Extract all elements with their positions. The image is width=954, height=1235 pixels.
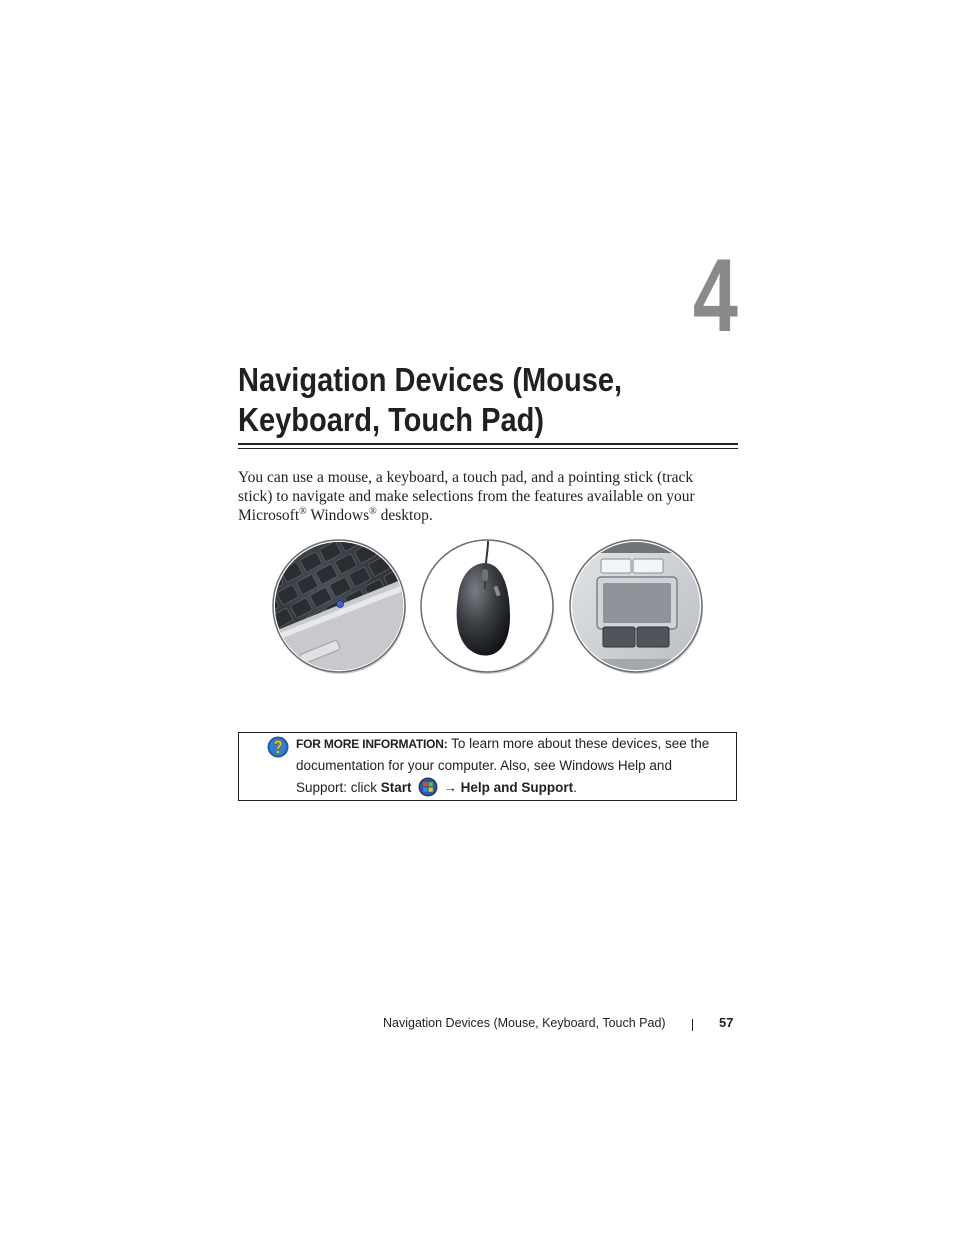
note-lead: FOR MORE INFORMATION: (296, 737, 448, 751)
footer-separator (692, 1019, 693, 1031)
note-text: FOR MORE INFORMATION: To learn more about these devices, see the documentation for your computer. Also, see Windows Help and Support: click Start → Help and Support. (296, 736, 710, 795)
windows-start-icon (418, 777, 438, 797)
page-number: 57 (719, 1015, 734, 1030)
touch-pad-photo (567, 537, 705, 675)
registered-mark: ® (369, 505, 377, 517)
title-rule-thick (238, 443, 738, 445)
title-rule-thin (238, 448, 738, 449)
chapter-number: 4 (692, 238, 738, 354)
running-footer-title: Navigation Devices (Mouse, Keyboard, Touch Pad) (383, 1016, 666, 1030)
chapter-title-line2: Keyboard, Touch Pad) (238, 401, 545, 438)
help-and-support-label: Help and Support (460, 780, 574, 795)
more-information-note (238, 732, 737, 801)
help-question-icon (267, 736, 289, 758)
start-label: Start (380, 780, 412, 795)
mouse-photo (418, 537, 556, 675)
chapter-title (238, 360, 678, 440)
keyboard-pointing-stick-photo (270, 537, 408, 675)
intro-paragraph: You can use a mouse, a keyboard, a touch pad, and a pointing stick (track stick) to navigate and make selections from the features available on your Microsoft® Windows® desktop. (238, 469, 695, 524)
chapter-title-line1: Navigation Devices (Mouse, (238, 361, 623, 398)
arrow-glyph: → (443, 780, 457, 795)
registered-mark: ® (299, 505, 307, 517)
